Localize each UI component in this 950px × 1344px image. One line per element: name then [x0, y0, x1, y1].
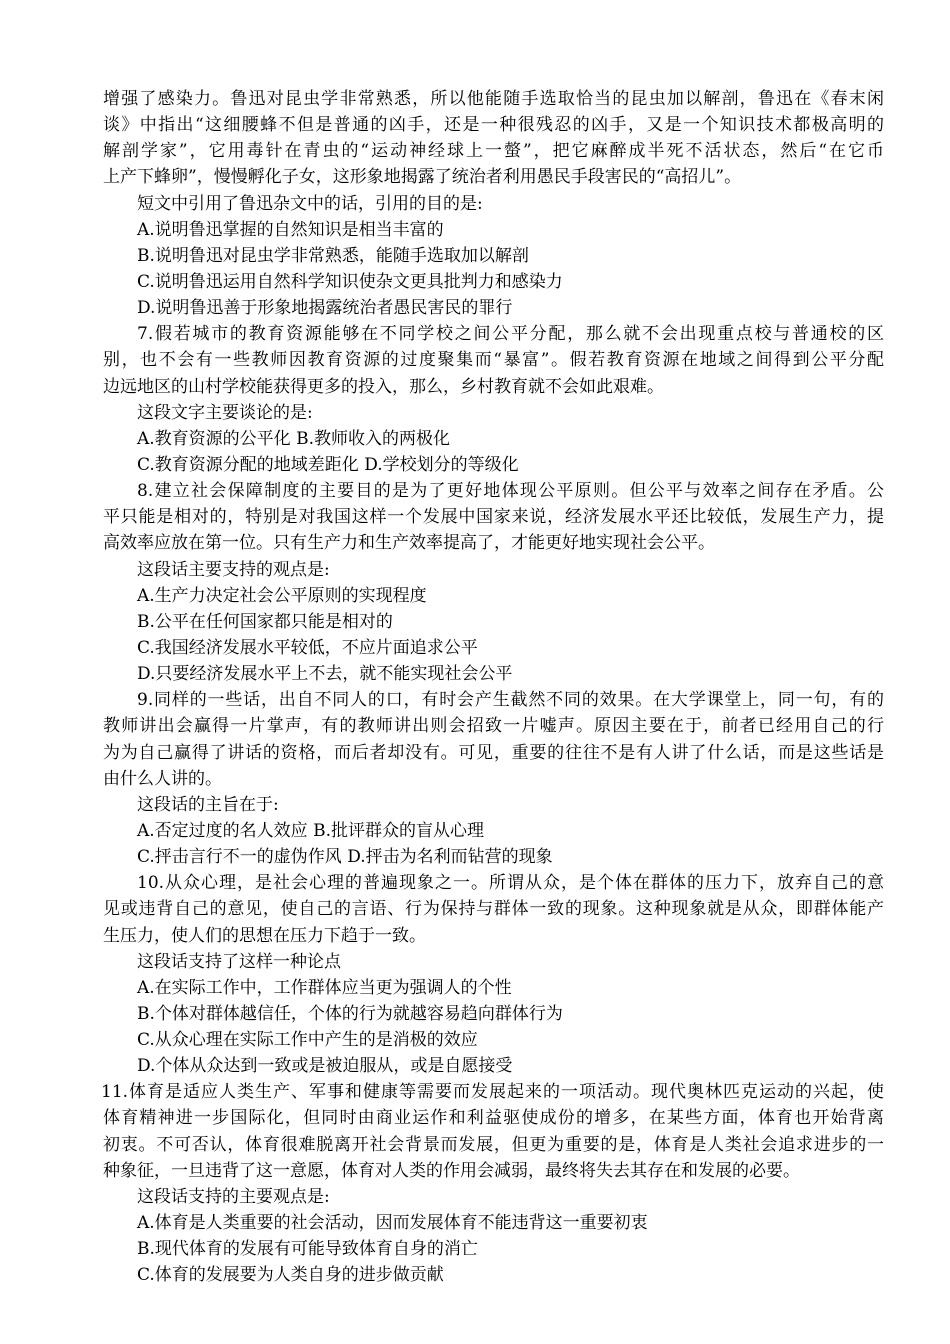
text-line: D.只要经济发展水平上不去，就不能实现社会公平 [137, 664, 513, 685]
text-line: 高效率应放在第一位。只有生产力和生产效率提高了，才能更好地实现社会公平。 [103, 533, 715, 554]
text-line: 这段话支持的主要观点是: [137, 1186, 330, 1207]
text-line: 解剖学家”，它用毒针在青虫的“运动神经球上一螫”，把它麻醉成半死不活状态，然后“在它币 [103, 141, 884, 162]
text-line: D.说明鲁迅善于形象地揭露统治者愚民害民的罪行 [137, 298, 513, 319]
text-line: 10.从众心理，是社会心理的普遍现象之一。所谓从众，是个体在群体的压力下，放弃自己的意 [137, 873, 884, 894]
text-line: B.公平在任何国家都只能是相对的 [137, 611, 393, 632]
text-line: 这段话的主旨在于: [137, 794, 279, 815]
text-line: 7.假若城市的教育资源能够在不同学校之间公平分配，那么就不会出现重点校与普通校的区 [137, 324, 884, 345]
text-line: C.教育资源分配的地域差距化 D.学校划分的等级化 [137, 454, 519, 475]
text-line: 这段话支持了这样一种论点 [137, 951, 341, 972]
text-line: C.抨击言行不一的虚伪作风 D.抨击为名利而钻营的现象 [137, 847, 553, 868]
text-line: 体育精神进一步国际化，但同时由商业运作和利益驱使成份的增多，在某些方面，体育也开始背离 [103, 1108, 884, 1129]
text-line: 谈》中指出“这细腰蜂不但是普通的凶手，还是一种很残忍的凶手，又是一个知识技术都极高明的 [103, 115, 884, 136]
text-line: 9.同样的一些话，出自不同人的口，有时会产生截然不同的效果。在大学课堂上，同一句，有的 [137, 690, 884, 711]
text-line: 这段文字主要谈论的是: [137, 402, 313, 423]
text-line: A.说明鲁迅掌握的自然知识是相当丰富的 [137, 219, 444, 240]
text-line: A.生产力决定社会公平原则的实现程度 [137, 585, 427, 606]
text-line: 这段话主要支持的观点是: [137, 559, 330, 580]
text-line: 由什么人讲的。 [103, 768, 222, 789]
text-line: 为为自己赢得了讲话的资格，而后者却没有。可见，重要的往往不是有人讲了什么话，而是这些话是 [103, 742, 884, 763]
text-line: 8.建立社会保障制度的主要目的是为了更好地体现公平原则。但公平与效率之间存在矛盾。公 [137, 481, 884, 502]
text-line: 见或违背自己的意见，使自己的言语、行为保持与群体一致的现象。这种现象就是从众，即群体能产 [103, 899, 884, 920]
text-line: 边远地区的山村学校能获得更多的投入，那么，乡村教育就不会如此艰难。 [103, 376, 664, 397]
text-line: C.体育的发展要为人类自身的进步做贡献 [137, 1265, 444, 1286]
text-line: 生压力，使人们的思想在压力下趋于一致。 [103, 925, 426, 946]
text-line: 种象征，一旦违背了这一意愿，体育对人类的作用会减弱，最终将失去其存在和发展的必要。 [103, 1160, 800, 1181]
text-line: B.现代体育的发展有可能导致体育自身的消亡 [137, 1239, 478, 1260]
text-line: B.个体对群体越信任，个体的行为就越容易趋向群体行为 [137, 1003, 563, 1024]
text-line: B.说明鲁迅对昆虫学非常熟悉，能随手选取加以解剖 [137, 245, 529, 266]
text-line: 初衷。不可否认，体育很难脱离开社会背景而发展，但更为重要的是，体育是人类社会追求进步的一 [103, 1134, 884, 1155]
text-line: A.在实际工作中，工作群体应当更为强调人的个性 [137, 977, 512, 998]
text-line: A.教育资源的公平化 B.教师收入的两极化 [137, 428, 450, 449]
text-line: C.我国经济发展水平较低，不应片面追求公平 [137, 637, 478, 658]
text-line: C.从众心理在实际工作中产生的是消极的效应 [137, 1030, 478, 1051]
text-line: 教师讲出会赢得一片掌声，有的教师讲出则会招致一片嘘声。原因主要在于，前者已经用自己的行 [103, 716, 884, 737]
text-line: A.体育是人类重要的社会活动，因而发展体育不能违背这一重要初衷 [137, 1213, 648, 1234]
text-line: D.个体从众达到一致或是被迫服从，或是自愿接受 [137, 1056, 513, 1077]
text-line: C.说明鲁迅运用自然科学知识使杂文更具批判力和感染力 [137, 271, 563, 292]
text-line: 增强了感染力。鲁迅对昆虫学非常熟悉，所以他能随手选取恰当的昆虫加以解剖，鲁迅在《春末闲 [103, 89, 884, 109]
text-line: 11.体育是适应人类生产、军事和健康等需要而发展起来的一项活动。现代奥林匹克运动的兴起，使 [101, 1082, 884, 1103]
text-line: 短文中引用了鲁迅杂文中的话，引用的目的是: [137, 193, 483, 214]
text-line: 平只能是相对的，特别是对我国这样一个发展中国家来说，经济发展水平还比较低，发展生产力，提 [103, 507, 884, 528]
text-line: A.否定过度的名人效应 B.批评群众的盲从心理 [137, 820, 484, 841]
text-line: 别，也不会有一些教师因教育资源的过度聚集而“暴富”。假若教育资源在地域之间得到公平分配 [103, 350, 884, 371]
text-line: 上产下蜂卵”，慢慢孵化子女，这形象地揭露了统治者利用愚民手段害民的“高招儿”。 [103, 167, 742, 188]
